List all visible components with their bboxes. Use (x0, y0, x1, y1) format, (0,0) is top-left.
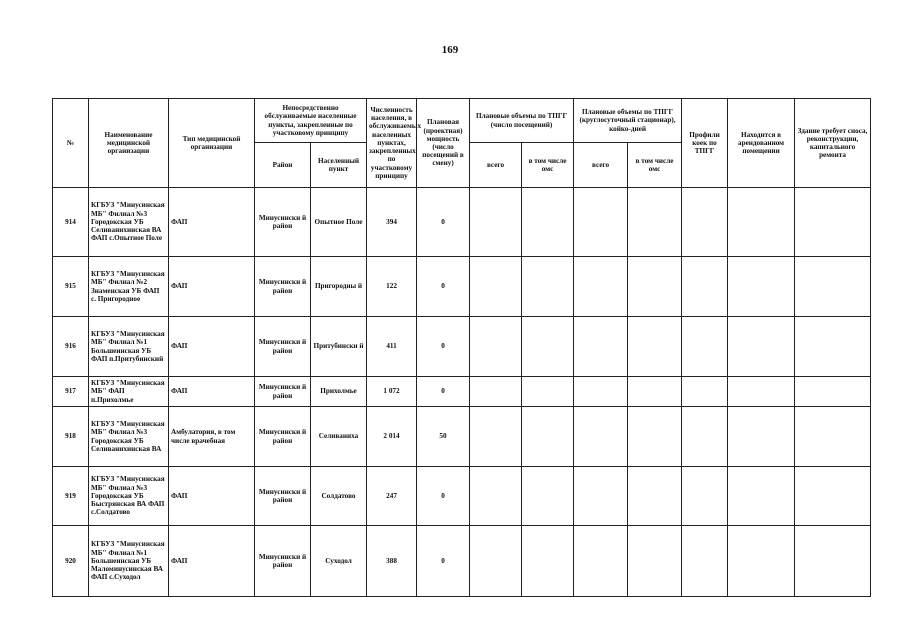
table-row (53, 188, 871, 257)
row-settlement: Прихолмье (311, 377, 367, 407)
row-district: Минусински й район (255, 467, 311, 526)
row-settlement: Селиваниха (311, 407, 367, 467)
row-capacity: 50 (417, 407, 470, 467)
row-org: КГБУЗ "Минусинская МБ" Филиал №1 Большеинская УБ ФАП п.Притубинский (89, 317, 169, 377)
header-visits-group: Плановые объемы по ТПГГ (число посещений) (470, 99, 574, 143)
row-org: КГБУЗ "Минусинская МБ" Филиал №3 Городокская УБ Селиванихинская ВА (89, 407, 169, 467)
row-no: 919 (53, 467, 89, 526)
medical-organizations-table (52, 98, 871, 597)
table-row (53, 467, 871, 526)
table-row (53, 317, 871, 377)
row-settlement: Притубински й (311, 317, 367, 377)
row-org: КГБУЗ "Минусинская МБ" Филиал №2 Знаменская УБ ФАП с. Пригородное (89, 257, 169, 317)
row-district: Минусински й район (255, 188, 311, 257)
row-district: Минусински й район (255, 317, 311, 377)
row-type: ФАП (169, 188, 255, 257)
row-no: 917 (53, 377, 89, 407)
row-capacity: 0 (417, 377, 470, 407)
row-population: 394 (367, 188, 417, 257)
row-settlement: Солдатово (311, 467, 367, 526)
header-org-type: Тип медицинской организации (169, 99, 255, 188)
row-no: 915 (53, 257, 89, 317)
table-row (53, 407, 871, 467)
table-row (53, 526, 871, 597)
row-org: КГБУЗ "Минусинская МБ" Филиал №3 Городокская УБ Селиванихинская ВА ФАП с.Опытное Поле (89, 188, 169, 257)
header-district: Район (255, 143, 311, 188)
header-settlement: Населенный пункт (311, 143, 367, 188)
row-no: 920 (53, 526, 89, 597)
row-no: 918 (53, 407, 89, 467)
header-capacity: Плановая (проектная) мощность (число посещений в смену) (417, 99, 470, 188)
header-beds-total: всего (574, 143, 628, 188)
header-org-name: Наименование медицинской организации (89, 99, 169, 188)
row-capacity: 0 (417, 317, 470, 377)
row-org: КГБУЗ "Минусинская МБ" Филиал №1 Большеинская УБ Маломинусинская ВА ФАП с.Суходол (89, 526, 169, 597)
page-number: 169 (441, 44, 459, 56)
header-beds-oms: в том числе омс (628, 143, 682, 188)
header-no: № (53, 99, 89, 188)
row-capacity: 0 (417, 188, 470, 257)
row-population: 2 014 (367, 407, 417, 467)
row-org: КГБУЗ "Минусинская МБ" ФАП п.Прихолмье (89, 377, 169, 407)
header-visits-oms: в том числе омс (522, 143, 574, 188)
row-type: ФАП (169, 526, 255, 597)
row-population: 1 072 (367, 377, 417, 407)
table-row (53, 257, 871, 317)
row-settlement: Пригородны й (311, 257, 367, 317)
row-type: ФАП (169, 317, 255, 377)
row-population: 411 (367, 317, 417, 377)
header-beds-group: Плановые объемы по ТПГГ (круглосуточный стационар), койко-дней (574, 99, 682, 143)
row-capacity: 0 (417, 257, 470, 317)
row-type: ФАП (169, 467, 255, 526)
header-population: Численность населения, в обслуживаемых населенных пунктах, закрепленных по участковому принципу (367, 99, 417, 188)
header-visits-total: всего (470, 143, 522, 188)
row-district: Минусински й район (255, 407, 311, 467)
row-no: 914 (53, 188, 89, 257)
table-row (53, 377, 871, 407)
header-served-group: Непосредственно обслуживаемые населенные пункты, закрепленные по участковому принципу (255, 99, 367, 143)
row-settlement: Суходол (311, 526, 367, 597)
header-demolition: Здание требует сноса, реконструкции, капитального ремонта (795, 99, 871, 188)
row-district: Минусински й район (255, 377, 311, 407)
row-district: Минусински й район (255, 526, 311, 597)
row-population: 247 (367, 467, 417, 526)
row-population: 388 (367, 526, 417, 597)
row-type: ФАП (169, 257, 255, 317)
row-population: 122 (367, 257, 417, 317)
row-org: КГБУЗ "Минусинская МБ" Филиал №3 Городокская УБ Быстрянская ВА ФАП с.Солдатово (89, 467, 169, 526)
row-settlement: Опытное Поле (311, 188, 367, 257)
row-type: Амбулатория, в том числе врачебная (169, 407, 255, 467)
row-no: 916 (53, 317, 89, 377)
row-type: ФАП (169, 377, 255, 407)
row-capacity: 0 (417, 526, 470, 597)
header-rented: Находится в арендованном помещении (728, 99, 795, 188)
header-profile: Профили коек по ТПГГ (682, 99, 728, 188)
row-district: Минусински й район (255, 257, 311, 317)
row-capacity: 0 (417, 467, 470, 526)
